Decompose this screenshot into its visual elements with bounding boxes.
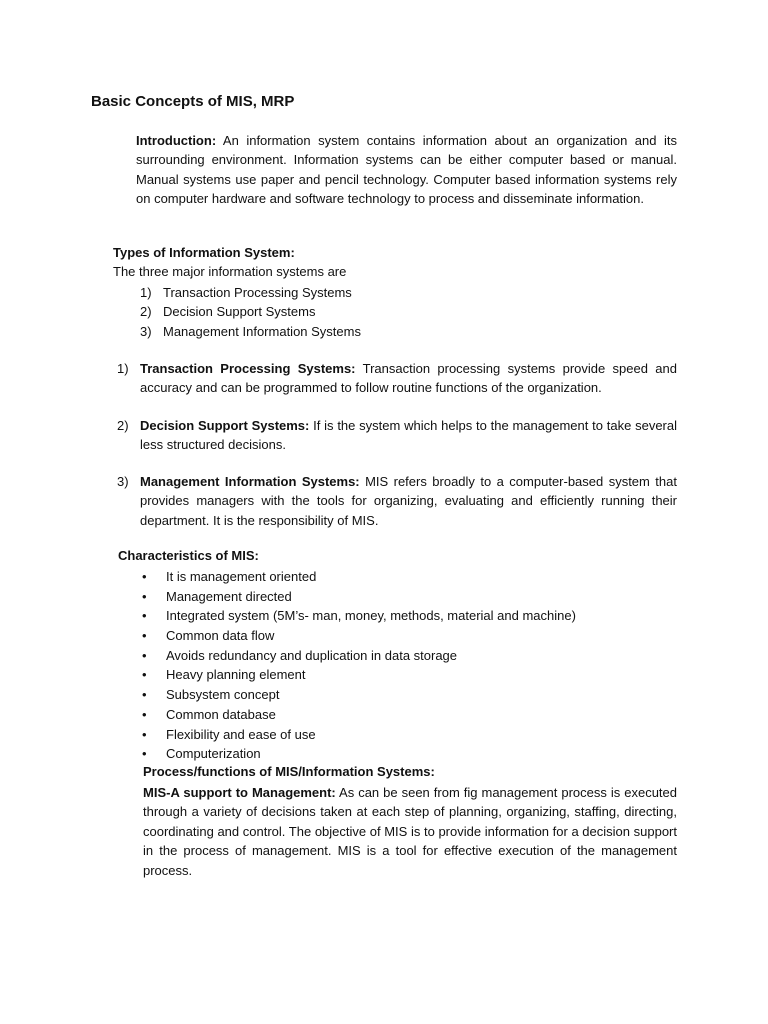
definition-mis bbox=[117, 472, 677, 530]
definition-term: Decision Support Systems: bbox=[140, 418, 310, 433]
page-title: Basic Concepts of MIS, MRP bbox=[91, 93, 295, 110]
definition-number: 1) bbox=[117, 361, 129, 376]
list-item-label: Subsystem concept bbox=[166, 687, 280, 703]
list-item-label: Flexibility and ease of use bbox=[166, 726, 316, 742]
list-item bbox=[140, 322, 361, 341]
intro-label: Introduction: bbox=[136, 133, 217, 148]
definition-number: 3) bbox=[117, 474, 129, 489]
bullet-icon: • bbox=[142, 726, 147, 742]
characteristics-heading: Characteristics of MIS: bbox=[118, 548, 259, 563]
list-item bbox=[142, 685, 576, 705]
list-item bbox=[142, 744, 576, 764]
characteristics-list bbox=[142, 567, 576, 764]
process-heading: Process/functions of MIS/Information Systems: bbox=[143, 764, 435, 779]
list-item-label: Management Information Systems bbox=[163, 323, 361, 339]
bullet-icon: • bbox=[142, 706, 147, 722]
list-item bbox=[140, 302, 361, 321]
list-item-label: It is management oriented bbox=[166, 569, 317, 584]
list-item-label: Computerization bbox=[166, 746, 261, 762]
definition-term: Management Information Systems: bbox=[140, 474, 360, 489]
bullet-icon: • bbox=[142, 746, 147, 762]
mis-support-label: MIS-A support to Management: bbox=[143, 785, 336, 800]
types-heading: Types of Information System: bbox=[113, 245, 295, 260]
bullet-icon: • bbox=[142, 647, 147, 663]
list-item-label: Avoids redundancy and duplication in data storage bbox=[166, 647, 458, 663]
list-item-label: Management directed bbox=[166, 588, 292, 604]
bullet-icon: • bbox=[142, 608, 147, 624]
definition-body bbox=[140, 472, 677, 530]
bullet-icon: • bbox=[142, 687, 147, 703]
list-item-label: Integrated system (5M’s- man, money, methods, material and machine) bbox=[166, 608, 576, 624]
definition-term: Transaction Processing Systems: bbox=[140, 361, 356, 376]
list-item bbox=[140, 283, 361, 302]
definition-body bbox=[140, 359, 677, 398]
definition-dss bbox=[117, 416, 677, 455]
list-item bbox=[142, 646, 576, 666]
mis-support-paragraph bbox=[143, 783, 677, 880]
definition-tps bbox=[117, 359, 677, 398]
definition-body bbox=[140, 416, 677, 455]
list-item-label: Decision Support Systems bbox=[163, 304, 316, 320]
mis-support-text: As can be seen from fig management process is executed through a variety of decisions taken at each step of planning, organizing, staffing, directing, coordinating and control. The objective of MIS is to provide information for a decision support in the process of management. MIS is a tool for effective execution of the management process. bbox=[143, 785, 678, 878]
definition-text: Transaction processing systems provide speed and accuracy and can be programmed to follow routine functions of the organization. bbox=[140, 361, 677, 396]
list-item bbox=[142, 705, 576, 725]
list-item bbox=[142, 567, 576, 587]
list-item-label: Transaction Processing Systems bbox=[163, 285, 352, 300]
list-number: 3) bbox=[140, 323, 152, 339]
list-item bbox=[142, 626, 576, 646]
list-item-label: Common database bbox=[166, 706, 276, 722]
bullet-icon: • bbox=[142, 628, 147, 644]
bullet-icon: • bbox=[142, 569, 147, 584]
list-number: 1) bbox=[140, 285, 152, 300]
bullet-icon: • bbox=[142, 667, 147, 683]
definition-text: If is the system which helps to the management to take several less structured decisions. bbox=[140, 418, 677, 453]
list-item-label: Common data flow bbox=[166, 628, 275, 644]
types-list bbox=[140, 283, 361, 341]
list-item bbox=[142, 725, 576, 745]
intro-paragraph bbox=[136, 131, 677, 209]
list-number: 2) bbox=[140, 304, 152, 320]
types-lead: The three major information systems are bbox=[113, 264, 347, 279]
list-item-label: Heavy planning element bbox=[166, 667, 306, 683]
list-item bbox=[142, 665, 576, 685]
bullet-icon: • bbox=[142, 588, 147, 604]
intro-text: An information system contains information about an organization and its surrounding environment. Information systems can be either computer based or manual. Manual systems use paper and pencil technology. Computer based information systems rely on computer hardware and software technology to process and disseminate information. bbox=[136, 133, 677, 207]
list-item bbox=[142, 606, 576, 626]
definition-text: MIS refers broadly to a computer-based system that provides managers with the tools for organizing, evaluating and efficiently running their department. It is the responsibility of MIS. bbox=[140, 474, 677, 528]
definition-number: 2) bbox=[117, 418, 129, 433]
list-item bbox=[142, 587, 576, 607]
